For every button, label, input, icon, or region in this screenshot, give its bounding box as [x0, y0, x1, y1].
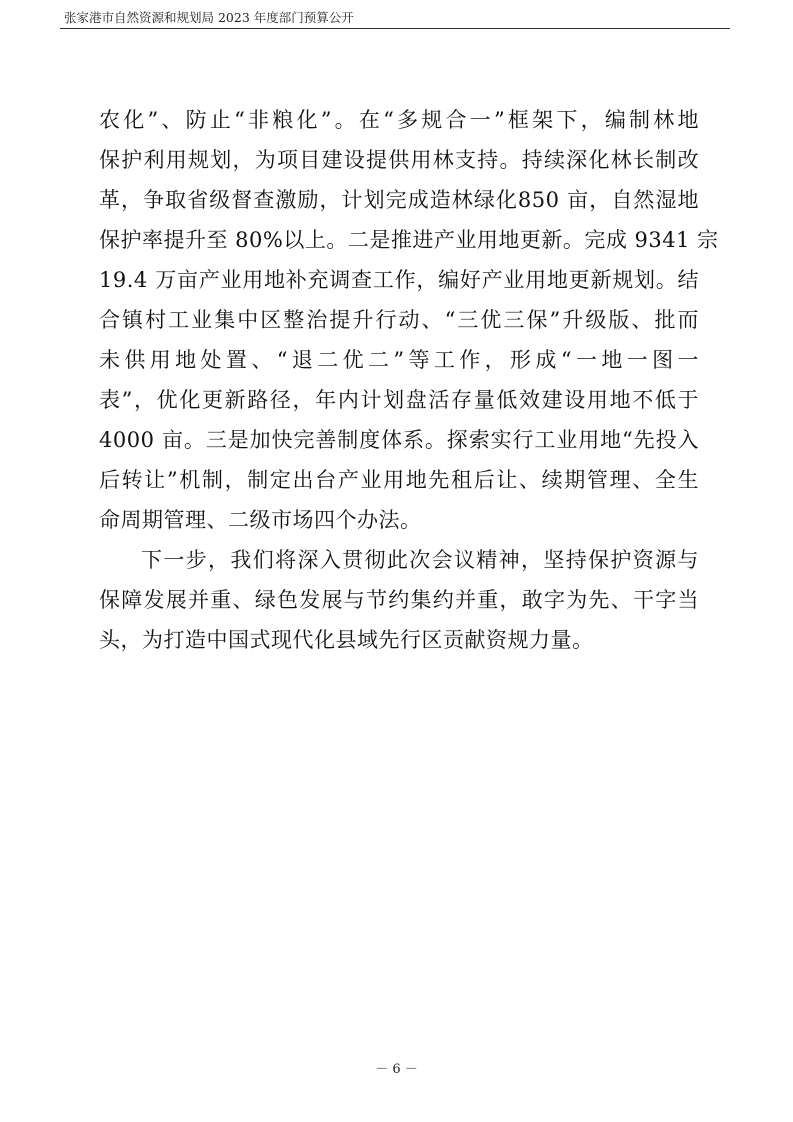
- text-line: 农化”、防止“非粮化”。在“多规合一”框架下，编制林地: [99, 108, 699, 132]
- text-line: 下一步，我们将深入贯彻此次会议精神，坚持保护资源与: [141, 548, 699, 572]
- text-line: 4000 亩。三是加快完善制度体系。探索实行工业用地“先投入: [99, 428, 699, 452]
- text-line: 合镇村工业集中区整治提升行动、“三优三保”升级版、批而: [99, 308, 699, 332]
- header-divider: [60, 28, 730, 29]
- text-line: 19.4 万亩产业用地补充调查工作，编好产业用地更新规划。结: [99, 268, 699, 292]
- text-line: 革，争取省级督查激励，计划完成造林绿化850 亩，自然湿地: [99, 188, 699, 212]
- running-header: 张家港市自然资源和规划局 2023 年度部门预算公开: [64, 10, 354, 25]
- text-line: 保障发展并重、绿色发展与节约集约并重，敢字为先、干字当: [99, 588, 699, 612]
- text-line: 未供用地处置、“退二优二”等工作，形成“一地一图一: [99, 348, 699, 372]
- text-line: 表”，优化更新路径，年内计划盘活存量低效建设用地不低于: [99, 388, 699, 412]
- text-line: 保护利用规划，为项目建设提供用林支持。持续深化林长制改: [99, 148, 699, 172]
- body-text: [99, 100, 719, 660]
- text-line: 保护率提升至 80%以上。二是推进产业用地更新。完成 9341 宗: [99, 228, 719, 252]
- page-number: － 6 －: [375, 1062, 418, 1077]
- text-line: 命周期管理、二级市场四个办法。: [99, 508, 422, 532]
- text-line: 头，为打造中国式现代化县域先行区贡献资规力量。: [99, 628, 594, 652]
- text-line: 后转让”机制，制定出台产业用地先租后让、续期管理、全生: [99, 468, 699, 492]
